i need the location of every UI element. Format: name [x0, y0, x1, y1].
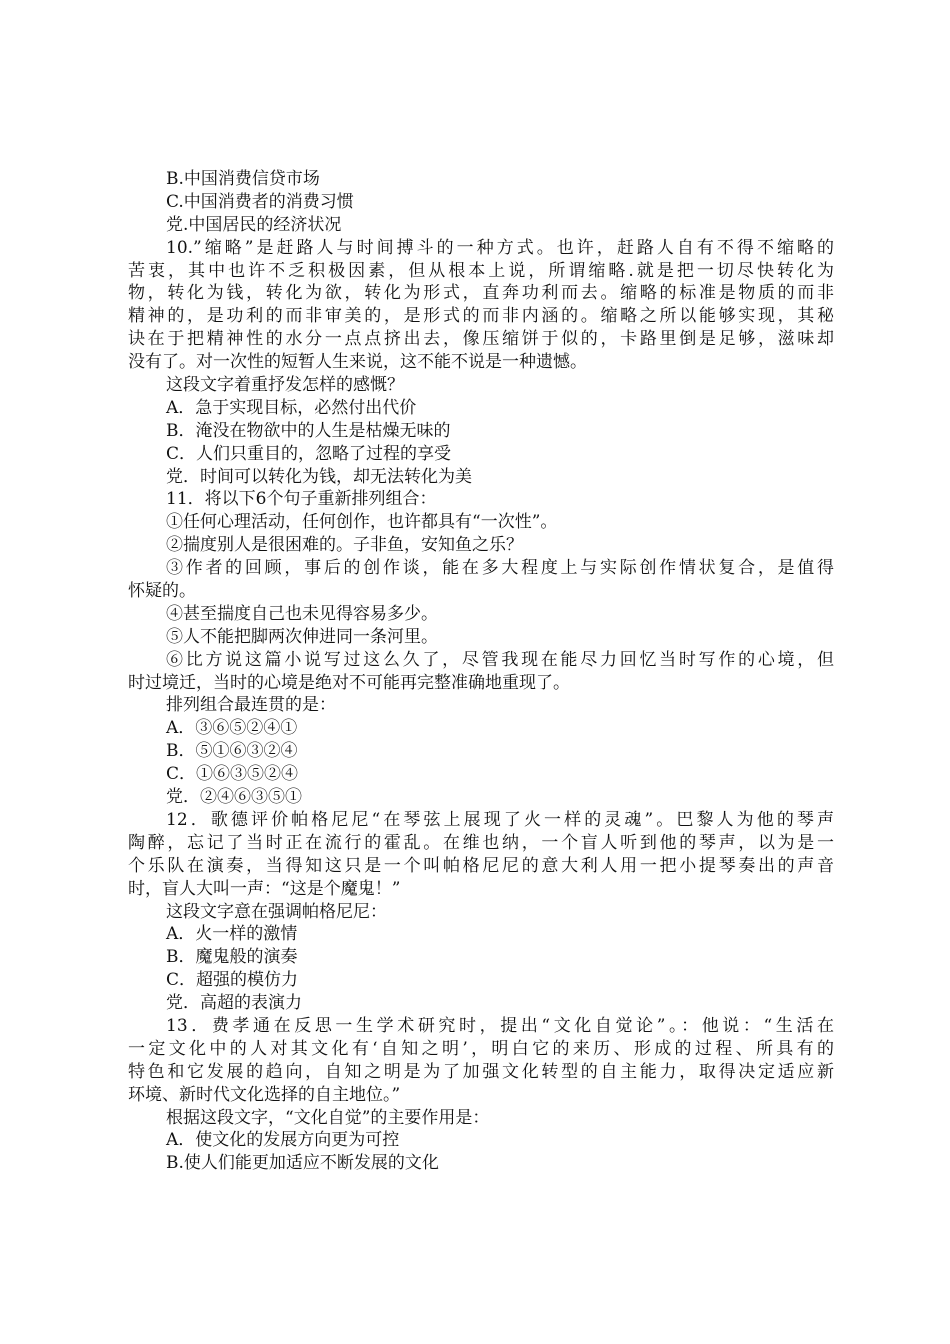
document-page	[128, 168, 834, 1175]
text-line: ①任何心理活动，任何创作，也许都具有“一次性”。	[166, 512, 558, 533]
text-line: 党．高超的表演力	[166, 993, 302, 1014]
text-line: B.中国消费信贷市场	[166, 169, 320, 189]
text-line: A．急于实现目标，必然付出代价	[166, 397, 417, 418]
text-line: 时过境迁，当时的心境是绝对不可能再完整准确地重现了。	[128, 672, 570, 693]
text-line: A．火一样的激情	[166, 924, 298, 945]
text-line: 13．费孝通在反思一生学术研究时，提出“文化自觉论”。：他说：“生活在	[166, 1015, 834, 1036]
text-line: 精神的，是功利的而非审美的，是形式的而非内涵的。缩略之所以能够实现，其秘	[128, 306, 834, 327]
text-line: ⑥比方说这篇小说写过这么久了，尽管我现在能尽力回忆当时写作的心境，但	[166, 649, 834, 670]
text-line: 10.”缩略”是赶路人与时间搏斗的一种方式。也许，赶路人自有不得不缩略的	[166, 237, 834, 258]
text-line: C．人们只重目的，忽略了过程的享受	[166, 443, 452, 464]
text-line: B.使人们能更加适应不断发展的文化	[166, 1153, 439, 1174]
text-line: C．超强的模仿力	[166, 970, 299, 991]
text-line: 没有了。对一次性的短暂人生来说，这不能不说是一种遗憾。	[128, 352, 587, 373]
text-line: B．⑤①⑥③②④	[166, 741, 298, 762]
text-line: C．①⑥③⑤②④	[166, 764, 299, 785]
text-line: B．魔鬼般的演奏	[166, 947, 298, 968]
text-line: 陶醉，忘记了当时正在流行的霍乱。在维也纳，一个盲人听到他的琴声，以为是一	[128, 832, 834, 853]
text-line: ②揣度别人是很困难的。子非鱼，安知鱼之乐？	[166, 535, 523, 556]
text-line: 特色和它发展的趋向，自知之明是为了加强文化转型的自主能力，取得决定适应新	[128, 1061, 834, 1082]
text-line: 苦衷，其中也许不乏积极因素，但从根本上说，所谓缩略.就是把一切尽快转化为	[128, 260, 834, 281]
text-line: 个乐队在演奏，当得知这只是一个叫帕格尼尼的意大利人用一把小提琴奏出的声音	[128, 855, 834, 876]
text-line: 党．时间可以转化为钱，却无法转化为美	[166, 466, 472, 487]
text-line: 党.中国居民的经济状况	[166, 214, 342, 235]
text-line: C.中国消费者的消费习惯	[166, 191, 354, 212]
text-line: 排列组合最连贯的是：	[166, 695, 336, 716]
text-line: ⑤人不能把脚两次伸进同一条河里。	[166, 626, 438, 647]
text-line: 一定文化中的人对其文化有‘自知之明’，明白它的来历、形成的过程、所具有的	[128, 1038, 834, 1059]
text-line: B．淹没在物欲中的人生是枯燥无味的	[166, 420, 451, 441]
text-line: 11．将以下6个句子重新排列组合：	[166, 489, 437, 510]
text-line: 党．②④⑥③⑤①	[166, 787, 302, 808]
text-line: 这段文字意在强调帕格尼尼：	[166, 901, 387, 922]
text-line: 12．歌德评价帕格尼尼“在琴弦上展现了火一样的灵魂”。巴黎人为他的琴声	[166, 809, 834, 830]
text-line: 诀在于把精神性的水分一点点挤出去，像压缩饼于似的，卡路里倒是足够，滋味却	[128, 329, 834, 350]
text-line: A．使文化的发展方向更为可控	[166, 1130, 400, 1151]
text-line: 根据这段文字，“文化自觉”的主要作用是：	[166, 1107, 490, 1128]
text-line: 怀疑的。	[128, 581, 196, 602]
text-line: A．③⑥⑤②④①	[166, 718, 298, 739]
text-line: 物，转化为钱，转化为欲，转化为形式，直奔功利而去。缩略的标准是物质的而非	[128, 283, 834, 304]
text-line: ③作者的回顾，事后的创作谈，能在多大程度上与实际创作情状复合，是值得	[166, 558, 834, 579]
text-line: 这段文字着重抒发怎样的感慨？	[166, 375, 404, 396]
text-line: 时，盲人大叫一声：“这是个魔鬼！”	[128, 878, 401, 899]
text-line: 环境、新时代文化选择的自主地位。”	[128, 1084, 401, 1105]
text-line: ④甚至揣度自己也未见得容易多少。	[166, 603, 438, 624]
